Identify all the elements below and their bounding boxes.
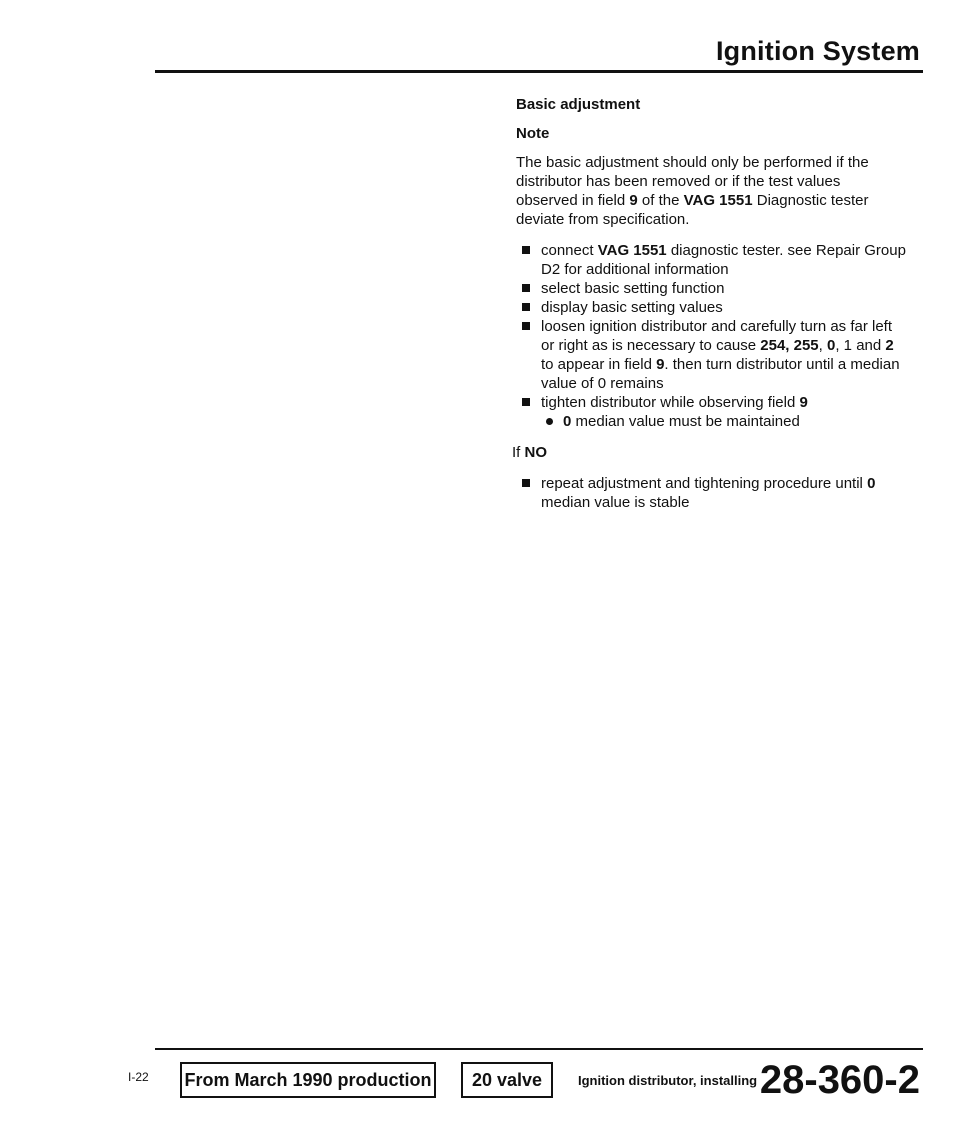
- step-text: diagnostic tester. see Repair Group D2 for additional information: [541, 242, 906, 278]
- page-title: Ignition System: [715, 36, 920, 66]
- intro-text-3: Diagnostic tester deviate from specification.: [516, 192, 869, 228]
- step-display-values: [516, 298, 906, 317]
- intro-paragraph: [516, 153, 906, 229]
- section-heading: Basic adjustment: [516, 96, 641, 113]
- step-text: to appear in field: [541, 356, 657, 373]
- procedure-steps: [516, 241, 906, 431]
- sub-step-median: [541, 412, 906, 431]
- page-reference: I-22: [128, 1070, 149, 1084]
- if-label: If: [512, 444, 525, 461]
- note-label: Note: [516, 125, 550, 142]
- step-text: median value is stable: [541, 494, 690, 511]
- step-value: 9: [799, 394, 808, 411]
- repeat-steps: [516, 474, 906, 512]
- main-content: [512, 95, 906, 524]
- no-label: NO: [524, 444, 548, 461]
- sub-step-value: 0: [563, 413, 572, 430]
- header-divider: [155, 70, 923, 73]
- sub-steps: [541, 412, 906, 431]
- step-text: , 1 and: [835, 337, 886, 354]
- sub-step-text: median value must be maintained: [571, 413, 800, 430]
- step-value: 2: [885, 337, 894, 354]
- step-tighten-distributor: [516, 393, 906, 431]
- step-value: 0: [867, 475, 876, 492]
- step-repeat-adjustment: [516, 474, 906, 512]
- step-text: display basic setting values: [541, 299, 723, 316]
- step-text: tighten distributor while observing field: [541, 394, 800, 411]
- step-text: loosen ignition distributor and carefully turn as far left or right as is necessary to cause: [541, 318, 893, 354]
- intro-field-number: 9: [629, 192, 638, 209]
- step-value: 9: [656, 356, 665, 373]
- intro-tester-name: VAG 1551: [683, 192, 753, 209]
- step-value: 0: [827, 337, 836, 354]
- step-text: connect: [541, 242, 598, 259]
- step-loosen-distributor: [516, 317, 906, 393]
- step-tester-name: VAG 1551: [597, 242, 667, 259]
- intro-text-1: The basic adjustment should only be performed if the distributor has been removed or if the test values observed in field: [516, 154, 869, 209]
- step-text: select basic setting function: [541, 280, 725, 297]
- step-value: 254, 255: [760, 337, 819, 354]
- step-connect: [516, 241, 906, 279]
- step-text: repeat adjustment and tightening procedure until: [541, 475, 868, 492]
- engine-variant-box: 20 valve: [461, 1062, 553, 1098]
- step-select-function: [516, 279, 906, 298]
- footer-divider: [155, 1048, 923, 1050]
- page-number: 28-360-2: [759, 1058, 920, 1102]
- step-text: . then turn distributor until a median value of 0 remains: [541, 356, 900, 392]
- production-date-box: From March 1990 production: [180, 1062, 436, 1098]
- intro-text-2: of the: [637, 192, 684, 209]
- footer-caption: Ignition distributor, installing: [578, 1073, 758, 1088]
- step-text: ,: [818, 337, 827, 354]
- if-no-condition: [512, 443, 906, 462]
